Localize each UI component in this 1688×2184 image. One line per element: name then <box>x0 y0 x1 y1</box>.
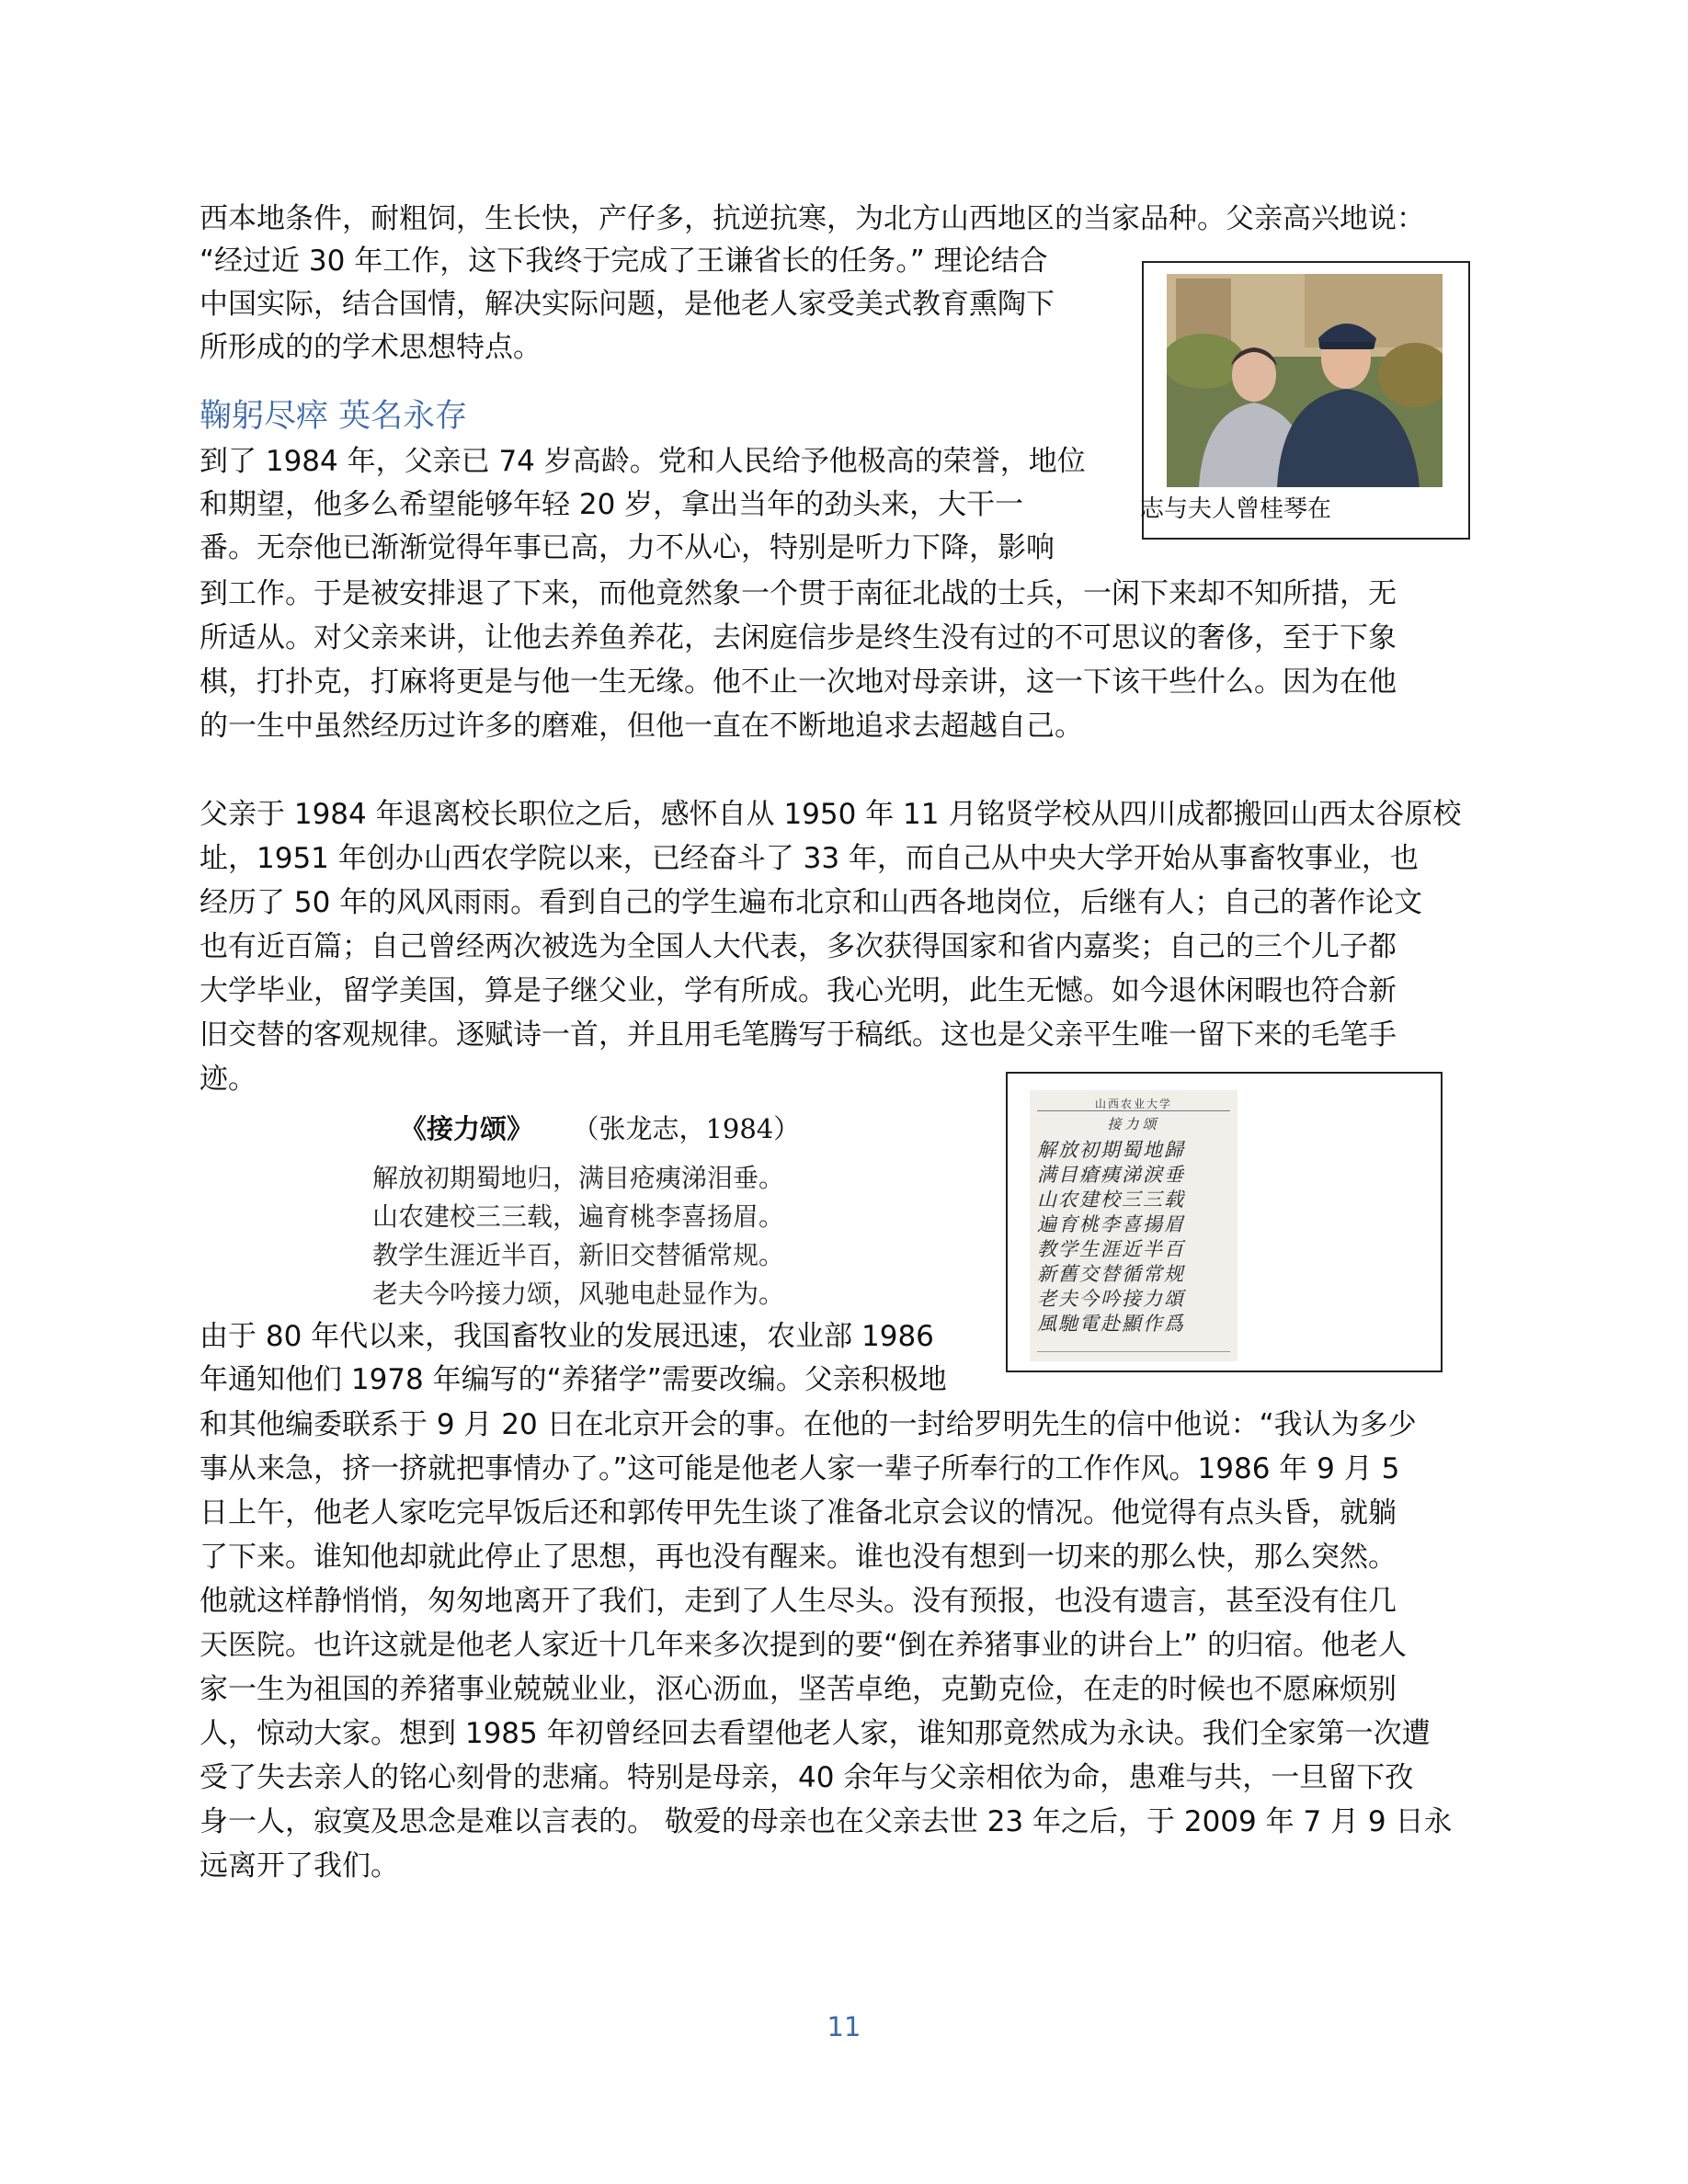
body-line: 远离开了我们。 <box>200 1849 399 1883</box>
body-line: 所形成的的学术思想特点。 <box>200 331 542 364</box>
poem-attribution: （张龙志，1984） <box>572 1113 801 1144</box>
manuscript-line: 老夫今吟接力頌 <box>1037 1288 1185 1310</box>
manuscript-title: 接力颂 <box>1107 1116 1160 1132</box>
body-line: 父亲于 1984 年退离校长职位之后，感怀自从 1950 年 11 月铭贤学校从四川成都搬回山西太谷原校 <box>200 798 1462 831</box>
body-line: 年通知他们 1978 年编写的“养猪学”需要改编。父亲积极地 <box>200 1363 947 1396</box>
body-line: 和其他编委联系于 9 月 20 日在北京开会的事。在他的一封给罗明先生的信中他说：“我认为多少 <box>200 1408 1417 1441</box>
body-line: 由于 80 年代以来，我国畜牧业的发展迅速，农业部 1986 <box>200 1320 934 1353</box>
body-line: 番。无奈他已渐渐觉得年事已高，力不从心，特别是听力下降，影响 <box>200 531 1055 564</box>
poem-title: 《接力颂》 <box>400 1113 534 1144</box>
manuscript-line: 新舊交替循常规 <box>1037 1263 1185 1285</box>
body-line: 西本地条件，耐粗饲，生长快，产仔多，抗逆抗寒，为北方山西地区的当家品种。父亲高兴地说： <box>200 202 1425 235</box>
body-line: 受了失去亲人的铭心刻骨的悲痛。特别是母亲，40 余年与父亲相依为命，患难与共，一旦留下孜 <box>200 1761 1414 1794</box>
body-line: 棋，打扑克，打麻将更是与他一生无缘。他不止一次地对母亲讲，这一下该干些什么。因为在他 <box>200 665 1397 699</box>
body-line: 日上午，他老人家吃完早饭后还和郭传甲先生谈了准备北京会议的情况。他觉得有点头昏，就躺 <box>200 1496 1397 1530</box>
manuscript-line: 風馳電赴顯作爲 <box>1037 1313 1185 1335</box>
poem-line: 老夫今吟接力颂，风驰电赴显作为。 <box>372 1279 785 1309</box>
manuscript-image <box>1030 1090 1237 1361</box>
manuscript-line: 解放初期蜀地歸 <box>1037 1139 1185 1161</box>
poem-title-line <box>400 1110 800 1147</box>
body-line: 址，1951 年创办山西农学院以来，已经奋斗了 33 年，而自己从中央大学开始从事畜牧事业，也 <box>200 842 1419 875</box>
body-line: 他就这样静悄悄，匆匆地离开了我们，走到了人生尽头。没有预报，也没有遗言，甚至没有住几 <box>200 1585 1397 1618</box>
poem-line: 解放初期蜀地归，满目疮痍涕泪垂。 <box>372 1163 785 1193</box>
photo-figure <box>1142 261 1470 540</box>
body-line: 事从来急，挤一挤就把事情办了。”这可能是他老人家一辈子所奉行的工作作风。1986 年 9 月 5 <box>200 1452 1400 1485</box>
page-number: 11 <box>827 2011 861 2042</box>
body-line: 所适从。对父亲来讲，让他去养鱼养花，去闲庭信步是终生没有过的不可思议的奢侈，至于下象 <box>200 621 1397 654</box>
body-line: 到了 1984 年，父亲已 74 岁高龄。党和人民给予他极高的荣誉，地位 <box>200 445 1086 478</box>
manuscript-line: 教学生涯近半百 <box>1037 1238 1185 1260</box>
poem-line: 教学生涯近半百，新旧交替循常规。 <box>372 1240 785 1270</box>
body-line: 也有近百篇；自己曾经两次被选为全国人大代表，多次获得国家和省内嘉奖；自己的三个儿子都 <box>200 930 1397 963</box>
body-line: 大学毕业，留学美国，算是子继父业，学有所成。我心光明，此生无憾。如今退休闲暇也符合新 <box>200 974 1397 1007</box>
manuscript-lines <box>1037 1138 1232 1337</box>
body-line: 天医院。也许这就是他老人家近十几年来多次提到的要“倒在养猪事业的讲台上” 的归宿。他老人 <box>200 1629 1407 1662</box>
body-line: 经历了 50 年的风风雨雨。看到自己的学生遍布北京和山西各地岗位，后继有人；自己的著作论文 <box>200 886 1423 919</box>
body-line: 中国实际，结合国情，解决实际问题，是他老人家受美式教育熏陶下 <box>200 288 1055 321</box>
manuscript-figure <box>1006 1072 1443 1372</box>
manuscript-line: 遍育桃李喜揚眉 <box>1037 1213 1185 1235</box>
poem-line: 山农建校三三载，遍育桃李喜扬眉。 <box>372 1201 785 1232</box>
section-heading: 鞠躬尽瘁 英名永存 <box>200 398 468 435</box>
body-line: 和期望，他多么希望能够年轻 20 岁，拿出当年的劲头来，大干一 <box>200 488 1024 521</box>
manuscript-line: 山农建校三三载 <box>1037 1189 1185 1211</box>
photo-caption: 志与夫人曾桂琴在 <box>1140 495 1332 523</box>
manuscript-line: 满目瘡痍涕淚垂 <box>1037 1164 1185 1186</box>
body-line: “经过近 30 年工作，这下我终于完成了王谦省长的任务。” 理论结合 <box>200 245 1048 278</box>
couple-photo-image <box>1167 274 1443 487</box>
body-line: 身一人，寂寞及思念是难以言表的。 敬爱的母亲也在父亲去世 23 年之后，于 2009 年 7 月 9 日永 <box>200 1805 1453 1838</box>
body-line: 迹。 <box>200 1063 257 1096</box>
body-line: 到工作。于是被安排退了下来，而他竟然象一个贯于南征北战的士兵，一闲下来却不知所措，无 <box>200 577 1397 610</box>
body-line: 家一生为祖国的养猪事业兢兢业业，沤心沥血，坚苦卓绝，克勤克俭，在走的时候也不愿麻烦别 <box>200 1673 1397 1706</box>
couple-photo <box>1167 274 1443 487</box>
manuscript-header: 山西农业大学 <box>1094 1098 1172 1110</box>
body-line: 人，惊动大家。想到 1985 年初曾经回去看望他老人家，谁知那竟然成为永诀。我们全家第一次遭 <box>200 1717 1431 1750</box>
body-line: 的一生中虽然经历过许多的磨难，但他一直在不断地追求去超越自己。 <box>200 710 1083 743</box>
body-line: 了下来。谁知他却就此停止了思想，再也没有醒来。谁也没有想到一切来的那么快，那么突然。 <box>200 1541 1397 1574</box>
body-line: 旧交替的客观规律。逐赋诗一首，并且用毛笔腾写于稿纸。这也是父亲平生唯一留下来的毛笔手 <box>200 1018 1397 1052</box>
